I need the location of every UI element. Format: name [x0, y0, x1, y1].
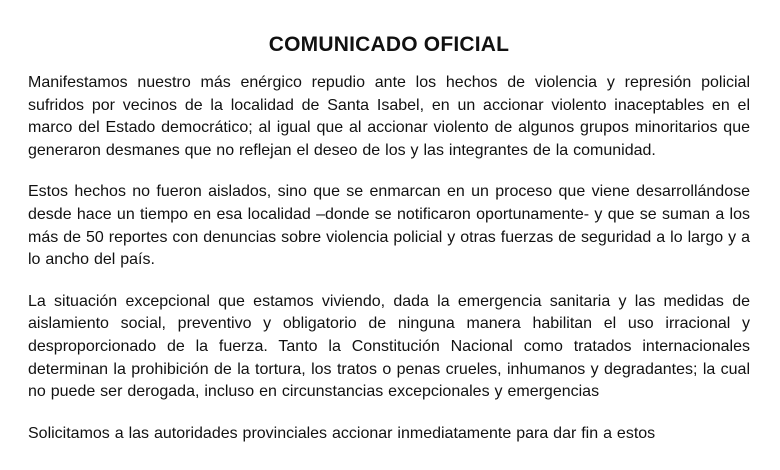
paragraph-1: Manifestamos nuestro más enérgico repudio ante los hechos de violencia y represión policial sufridos por vecinos de la localidad de Santa Isabel, en un accionar violento inaceptables en el marco del Estado democrático; al igual que al accionar violento de algunos grupos minoritarios que generaron desmanes que no reflejan el deseo de los y las integrantes de la comunidad. — [28, 74, 750, 159]
paragraph-3: La situación excepcional que estamos viviendo, dada la emergencia sanitaria y las medidas de aislamiento social, preventivo y obligatorio de ninguna manera habilitan el uso irracional y desproporcionado de la fuerza. Tanto la Constitución Nacional como tratados internacionales determinan la prohibición de la tortura, los tratos o penas crueles, inhumanos y degradantes; la cual no puede ser derogada, incluso en circunstancias excepcionales y emergencias — [28, 292, 750, 401]
paragraph-4: Solicitamos a las autoridades provinciales accionar inmediatamente para dar fin a estos — [28, 424, 656, 442]
document-page — [28, 0, 750, 445]
paragraph-2: Estos hechos no fueron aislados, sino que se enmarcan en un proceso que viene desarrollándose desde hace un tiempo en esa localidad –donde se notificaron oportunamente- y que se suman a los más de 50 reportes con denuncias sobre violencia policial y otras fuerzas de seguridad a lo largo y a lo ancho del país. — [28, 183, 750, 269]
document-title: COMUNICADO OFICIAL — [268, 33, 510, 56]
